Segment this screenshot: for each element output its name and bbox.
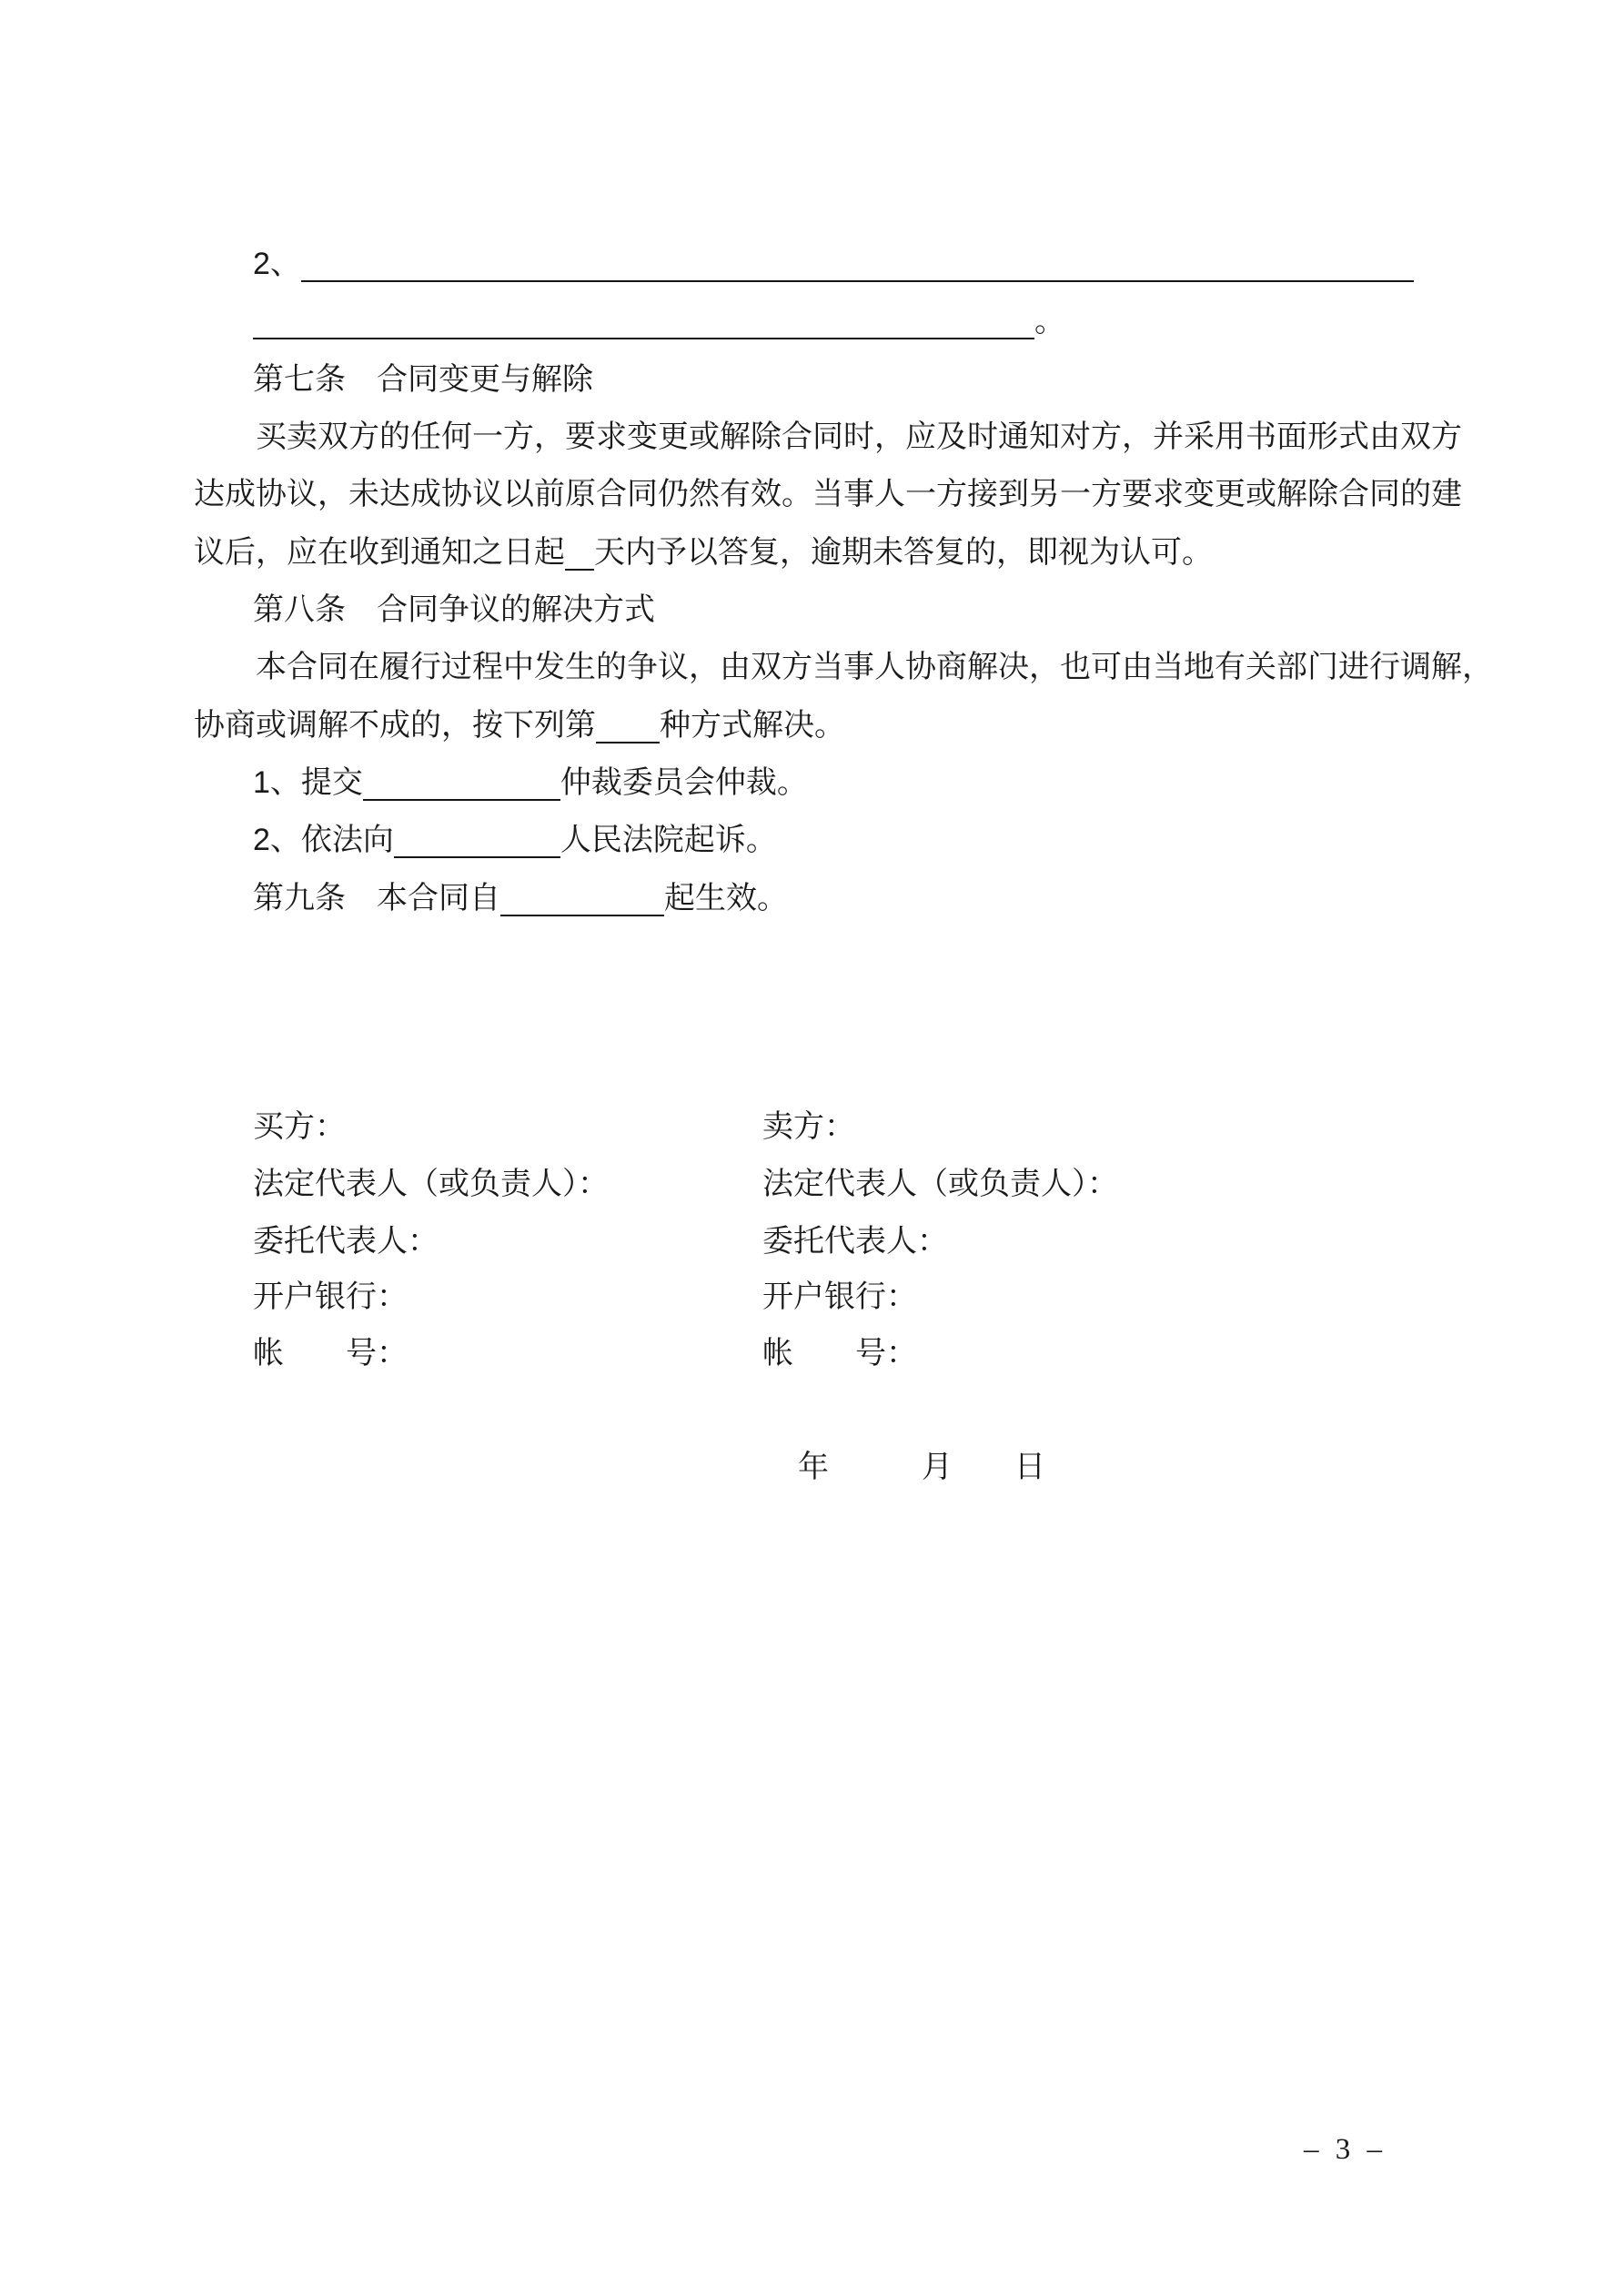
fill-in-blank-arbitration-committee [363, 772, 560, 801]
article-8-option-2 [253, 820, 777, 860]
buyer-legal-rep-label [253, 1164, 609, 1204]
buyer-account-label-text: 帐 号： [253, 1336, 408, 1371]
numbered-blank-item-2-line-2 [253, 301, 1065, 341]
fill-in-blank-court-name [394, 829, 560, 858]
article-8-option-1-after: 仲裁委员会仲裁。 [560, 765, 808, 800]
seller-entrusted-rep-label-text: 委托代表人： [762, 1224, 948, 1259]
article-9-line [253, 878, 788, 918]
article-7-heading [253, 359, 593, 400]
fill-in-blank-item-2-part-2 [253, 310, 1034, 339]
numbered-blank-item-2-line-1 [253, 244, 1414, 284]
article-7-body-line-3 [194, 532, 1213, 572]
buyer-party-label [253, 1107, 346, 1147]
seller-party-label [762, 1107, 855, 1147]
seller-bank-label-text: 开户银行： [762, 1279, 917, 1314]
article-9-before: 第九条 本合同自 [253, 881, 500, 915]
seller-legal-rep-label-text: 法定代表人（或负责人）： [762, 1167, 1118, 1201]
article-8-heading [253, 590, 655, 630]
item-2-number: 2、 [253, 247, 301, 281]
seller-account-label-text: 帐 号： [762, 1336, 917, 1371]
buyer-legal-rep-label-text: 法定代表人（或负责人）： [253, 1167, 609, 1201]
article-8-option-2-after: 人民法院起诉。 [560, 823, 777, 857]
buyer-bank-label [253, 1277, 408, 1317]
fill-in-blank-effective-date [500, 887, 664, 916]
article-7-body-line-2 [194, 474, 1462, 514]
seller-entrusted-rep-label [762, 1221, 948, 1261]
fill-in-blank-resolution-method-number [596, 714, 660, 743]
seller-bank-label [762, 1277, 917, 1317]
buyer-entrusted-rep-label-text: 委托代表人： [253, 1224, 439, 1259]
article-9-after: 起生效。 [664, 881, 788, 915]
buyer-bank-label-text: 开户银行： [253, 1279, 408, 1314]
article-8-body-line-2-after: 种方式解决。 [660, 708, 845, 743]
article-8-body-line-1-text: 本合同在履行过程中发生的争议，由双方当事人协商解决，也可由当地有关部门进行调解， [256, 650, 1493, 684]
seller-party-label-text: 卖方： [762, 1109, 855, 1144]
buyer-account-label [253, 1333, 408, 1373]
article-7-body-line-2-text: 达成协议，未达成协议以前原合同仍然有效。当事人一方接到另一方要求变更或解除合同的建 [194, 477, 1462, 511]
seller-legal-rep-label [762, 1164, 1118, 1204]
article-7-body-line-1-text: 买卖双方的任何一方，要求变更或解除合同时，应及时通知对方，并采用书面形式由双方 [256, 420, 1462, 454]
article-7-heading-text: 第七条 合同变更与解除 [253, 362, 593, 397]
fill-in-blank-item-2-part-1 [301, 253, 1414, 282]
article-8-option-1 [253, 763, 808, 803]
article-8-body-line-2-before: 协商或调解不成的，按下列第 [194, 708, 596, 743]
signature-date-line-text: 年 月 日 [798, 1450, 1045, 1484]
signature-date-line [798, 1447, 1045, 1487]
article-7-body-line-3-before: 议后，应在收到通知之日起 [194, 535, 565, 570]
article-7-body-line-1 [256, 417, 1462, 457]
fill-in-blank-reply-days [565, 541, 594, 571]
article-7-body-line-3-after: 天内予以答复，逾期未答复的，即视为认可。 [594, 535, 1213, 570]
buyer-party-label-text: 买方： [253, 1109, 346, 1144]
article-8-body-line-1 [256, 647, 1493, 687]
page-number: – 3 – [1304, 2133, 1387, 2166]
buyer-entrusted-rep-label [253, 1221, 439, 1261]
item-2-period: 。 [1034, 304, 1065, 339]
article-8-heading-text: 第八条 合同争议的解决方式 [253, 592, 655, 627]
seller-account-label [762, 1333, 917, 1373]
article-8-body-line-2 [194, 705, 845, 745]
article-8-option-2-before: 2、依法向 [253, 823, 394, 857]
article-8-option-1-before: 1、提交 [253, 765, 363, 800]
